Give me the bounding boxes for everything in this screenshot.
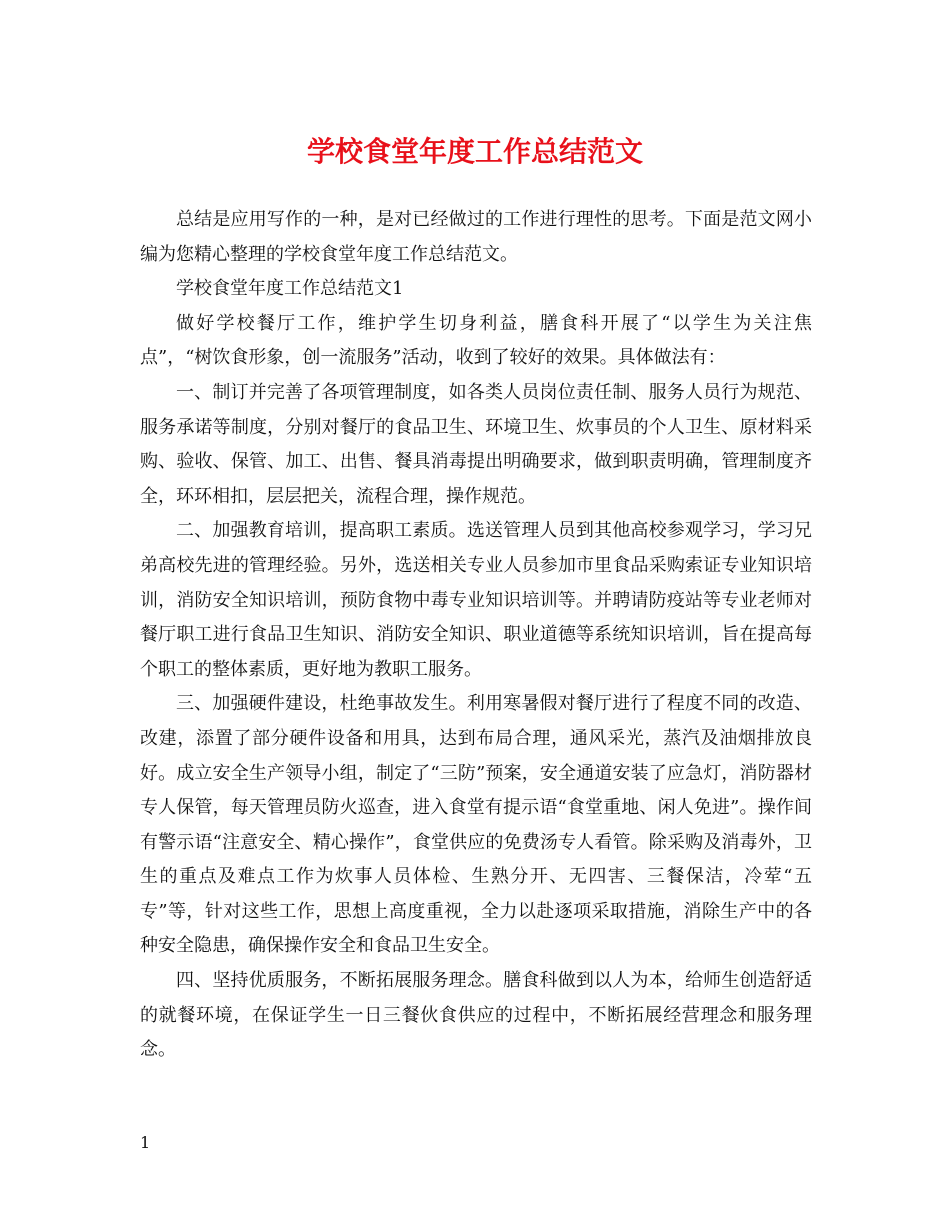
paragraph-subtitle: 学校食堂年度工作总结范文1 [176, 278, 404, 300]
document-title: 学校食堂年度工作总结范文 [306, 135, 643, 168]
paragraph-intro: 总结是应用写作的一种，是对已经做过的工作进行理性的思考。下面是范文网小编为您精心整理的学校食堂年度工作总结范文。 [140, 209, 812, 265]
paragraph-section-4: 四、坚持优质服务，不断拓展服务理念。膳食科做到以人为本，给师生创造舒适的就餐环境，在保证学生一日三餐伙食供应的过程中，不断拓展经营理念和服务理念。 [140, 970, 812, 1061]
page-number: 1 [140, 1133, 151, 1152]
paragraph-section-3: 三、加强硬件建设，杜绝事故发生。利用寒暑假对餐厅进行了程度不同的改造、改建，添置了部分硬件设备和用具，达到布局合理，通风采光，蒸汽及油烟排放良好。成立安全生产领导小组，制定了“三防”预案，安全通道安装了应急灯，消防器材专人保管，每天管理员防火巡查，进入食堂有提示语“食堂重地、闲人免进”。操作间有警示语“注意安全、精心操作”，食堂供应的免费汤专人看管。除采购及消毒外，卫生的重点及难点工作为炊事人员体检、生熟分开、无四害、三餐保洁，冷荤“五专”等，针对这些工作，思想上高度重视，全力以赴逐项采取措施，消除生产中的各种安全隐患，确保操作安全和食品卫生安全。 [140, 693, 812, 957]
document-body [140, 203, 812, 1068]
paragraph-overview: 做好学校餐厅工作，维护学生切身利益，膳食科开展了“以学生为关注焦点”，“树饮食形象，创一流服务”活动，收到了较好的效果。具体做法有： [140, 312, 812, 369]
paragraph-section-1: 一、制订并完善了各项管理制度，如各类人员岗位责任制、服务人员行为规范、服务承诺等制度，分别对餐厅的食品卫生、环境卫生、炊事员的个人卫生、原材料采购、验收、保管、加工、出售、餐具消毒提出明确要求，做到职责明确，管理制度齐全，环环相扣，层层把关，流程合理，操作规范。 [140, 381, 812, 507]
paragraph-section-2: 二、加强教育培训，提高职工素质。选送管理人员到其他高校参观学习，学习兄弟高校先进的管理经验。另外，选送相关专业人员参加市里食品采购索证专业知识培训，消防安全知识培训，预防食物中毒专业知识培训等。并聘请防疫站等专业老师对餐厅职工进行食品卫生知识、消防安全知识、职业道德等系统知识培训，旨在提高每个职工的整体素质，更好地为教职工服务。 [140, 520, 812, 680]
